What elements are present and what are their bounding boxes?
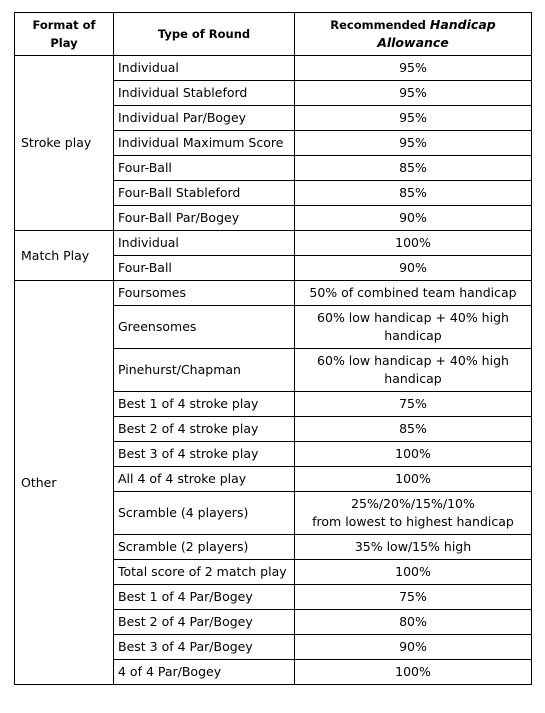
- allowance-cell: 100%: [295, 442, 532, 467]
- allowance-cell: 100%: [295, 231, 532, 256]
- allowance-cell: 90%: [295, 256, 532, 281]
- type-of-round-cell: Four-Ball Stableford: [114, 181, 295, 206]
- allowance-cell: 60% low handicap + 40% high handicap: [295, 306, 532, 349]
- type-of-round-cell: Best 1 of 4 Par/Bogey: [114, 585, 295, 610]
- type-of-round-cell: Best 3 of 4 stroke play: [114, 442, 295, 467]
- type-of-round-cell: Four-Ball: [114, 256, 295, 281]
- type-of-round-cell: Scramble (4 players): [114, 492, 295, 535]
- type-of-round-cell: Best 1 of 4 stroke play: [114, 392, 295, 417]
- type-of-round-cell: Individual Maximum Score: [114, 131, 295, 156]
- table-row: [15, 231, 532, 256]
- type-of-round-cell: Best 3 of 4 Par/Bogey: [114, 635, 295, 660]
- allowance-cell: 100%: [295, 560, 532, 585]
- type-of-round-cell: All 4 of 4 stroke play: [114, 467, 295, 492]
- table-row: [15, 56, 532, 81]
- type-of-round-cell: Best 2 of 4 stroke play: [114, 417, 295, 442]
- type-of-round-cell: Scramble (2 players): [114, 535, 295, 560]
- table-row: [15, 281, 532, 306]
- type-of-round-cell: Four-Ball: [114, 156, 295, 181]
- format-of-play-cell: Other: [15, 281, 114, 685]
- allowance-cell: 60% low handicap + 40% high handicap: [295, 349, 532, 392]
- type-of-round-cell: Foursomes: [114, 281, 295, 306]
- allowance-cell: 95%: [295, 81, 532, 106]
- header-recommended-allowance: [295, 13, 532, 56]
- allowance-cell: 95%: [295, 106, 532, 131]
- allowance-cell: 90%: [295, 206, 532, 231]
- type-of-round-cell: Individual Stableford: [114, 81, 295, 106]
- type-of-round-cell: Pinehurst/Chapman: [114, 349, 295, 392]
- header-row: [15, 13, 532, 56]
- type-of-round-cell: Total score of 2 match play: [114, 560, 295, 585]
- allowance-cell: 85%: [295, 156, 532, 181]
- type-of-round-cell: Individual: [114, 231, 295, 256]
- allowance-cell: [295, 492, 532, 535]
- allowance-cell: 100%: [295, 467, 532, 492]
- type-of-round-cell: Four-Ball Par/Bogey: [114, 206, 295, 231]
- allowance-line-2: from lowest to highest handicap: [312, 514, 514, 529]
- allowance-cell: 90%: [295, 635, 532, 660]
- type-of-round-cell: Individual Par/Bogey: [114, 106, 295, 131]
- type-of-round-cell: Greensomes: [114, 306, 295, 349]
- allowance-cell: 75%: [295, 392, 532, 417]
- type-of-round-cell: Best 2 of 4 Par/Bogey: [114, 610, 295, 635]
- handicap-allowance-table: [14, 12, 532, 685]
- format-of-play-cell: Stroke play: [15, 56, 114, 231]
- format-of-play-cell: Match Play: [15, 231, 114, 281]
- allowance-cell: 95%: [295, 131, 532, 156]
- type-of-round-cell: 4 of 4 Par/Bogey: [114, 660, 295, 685]
- header-allowance-prefix: Recommended: [330, 18, 430, 32]
- allowance-cell: 100%: [295, 660, 532, 685]
- allowance-cell: 50% of combined team handicap: [295, 281, 532, 306]
- allowance-cell: 80%: [295, 610, 532, 635]
- header-type-of-round: Type of Round: [114, 13, 295, 56]
- header-format-of-play: Format of Play: [15, 13, 114, 56]
- type-of-round-cell: Individual: [114, 56, 295, 81]
- allowance-cell: 85%: [295, 417, 532, 442]
- allowance-cell: 85%: [295, 181, 532, 206]
- header-allowance-emphasis: Handicap Allowance: [377, 17, 496, 50]
- table-body: [15, 56, 532, 685]
- allowance-line-1: 25%/20%/15%/10%: [351, 496, 475, 511]
- allowance-cell: 95%: [295, 56, 532, 81]
- allowance-cell: 75%: [295, 585, 532, 610]
- allowance-cell: 35% low/15% high: [295, 535, 532, 560]
